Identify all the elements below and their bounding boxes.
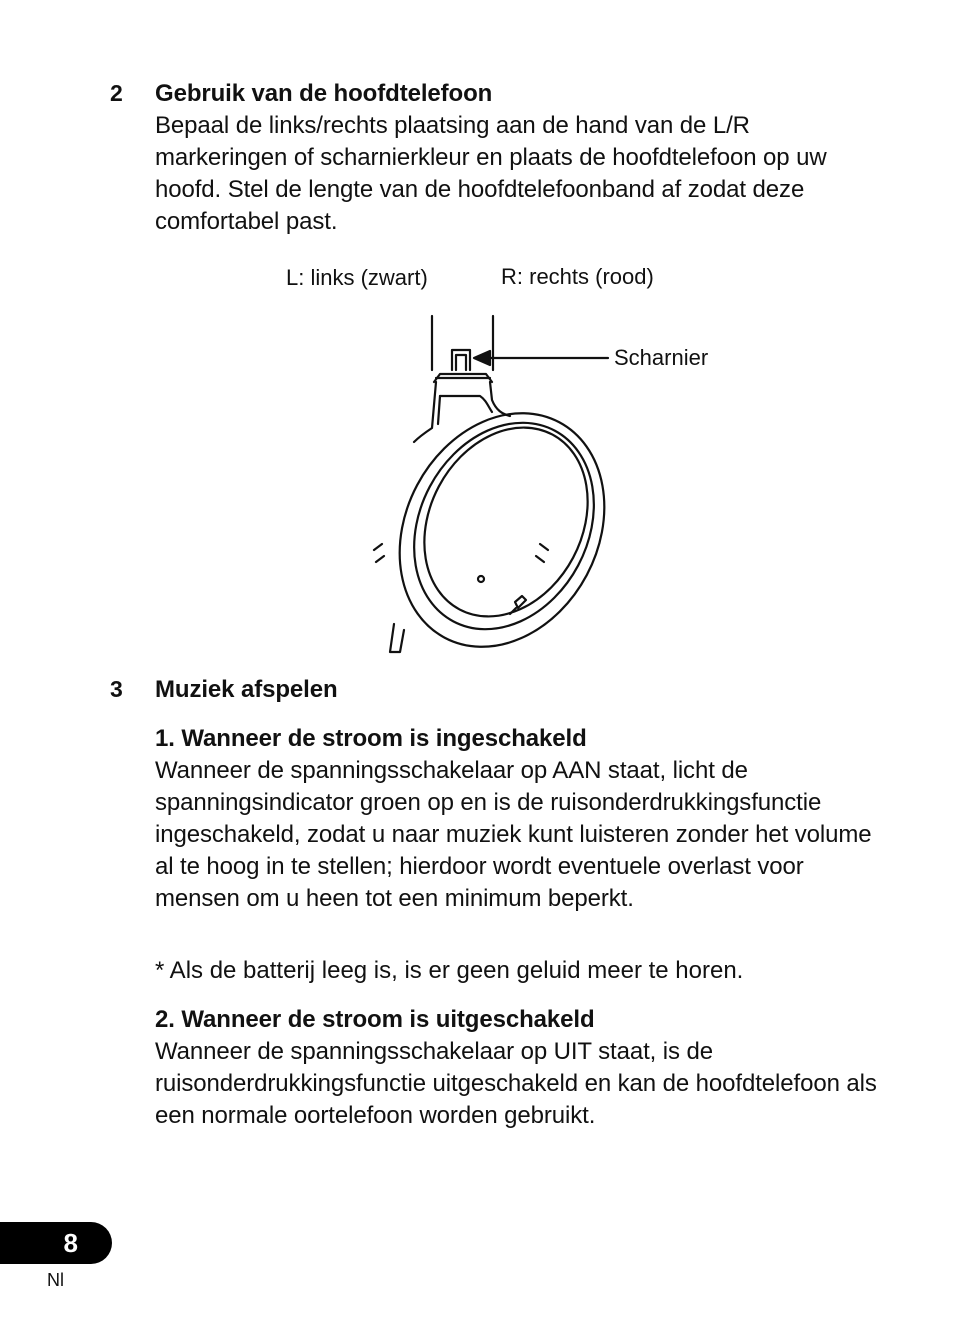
hinge-arrow-head (474, 351, 490, 365)
step-2-title: Gebruik van de hoofdtelefoon (155, 80, 493, 107)
power-off-section (155, 1004, 885, 1132)
label-left-side: L: links (zwart) (286, 265, 428, 290)
earcup-side-detail (536, 544, 548, 562)
yoke-left (414, 382, 436, 442)
battery-note: * Als de batterij leeg is, is er geen geluid meer te horen. (155, 957, 744, 984)
earcup-cushion (392, 399, 619, 645)
language-code: Nl (47, 1270, 64, 1290)
page-number: 8 (63, 1228, 78, 1258)
step-3-heading: Muziek afspelen (155, 676, 338, 703)
step-3-number: 3 (110, 676, 123, 702)
power-off-title: 2. Wanneer de stroom is uitgeschakeld (155, 1006, 595, 1033)
yoke-inner (440, 396, 492, 412)
step-2-number: 2 (110, 80, 123, 106)
label-right-side: R: rechts (rood) (501, 264, 654, 289)
step-2-body: Bepaal de links/rechts plaatsing aan de hand van de L/R markeringen of scharnierkleur en plaats de hoofdtelefoon op uw hoofd. Stel de lengte van de hoofdtelefoonband af zodat deze comfortabel past. (155, 112, 827, 235)
yoke-right (490, 382, 510, 416)
step-3-title (155, 674, 885, 706)
power-on-section (155, 723, 885, 915)
power-on-body: Wanneer de spanningsschakelaar op AAN staat, licht de spanningsindicator groen op en is de ruisonderdrukkingsfunctie ingeschakeld, zodat u naar muziek kunt luisteren zonder het volume al te hoog in te stellen; hierdoor wordt eventuele overlast voor mensen om u heen tot een minimum beperkt. (155, 757, 872, 912)
power-indicator-icon (478, 576, 484, 582)
label-hinge: Scharnier (614, 345, 709, 370)
power-off-body: Wanneer de spanningsschakelaar op UIT staat, is de ruisonderdrukkingsfunctie uitgeschakeld en kan de hoofdtelefoon als een normale oortelefoon worden gebruikt. (155, 1038, 877, 1129)
earcup-shell (360, 377, 644, 660)
step-2-section (155, 78, 885, 238)
headphone-earcup-illustration (340, 300, 660, 660)
cable (390, 624, 404, 652)
power-on-title: 1. Wanneer de stroom is ingeschakeld (155, 725, 587, 752)
earcup-rim (379, 391, 629, 660)
